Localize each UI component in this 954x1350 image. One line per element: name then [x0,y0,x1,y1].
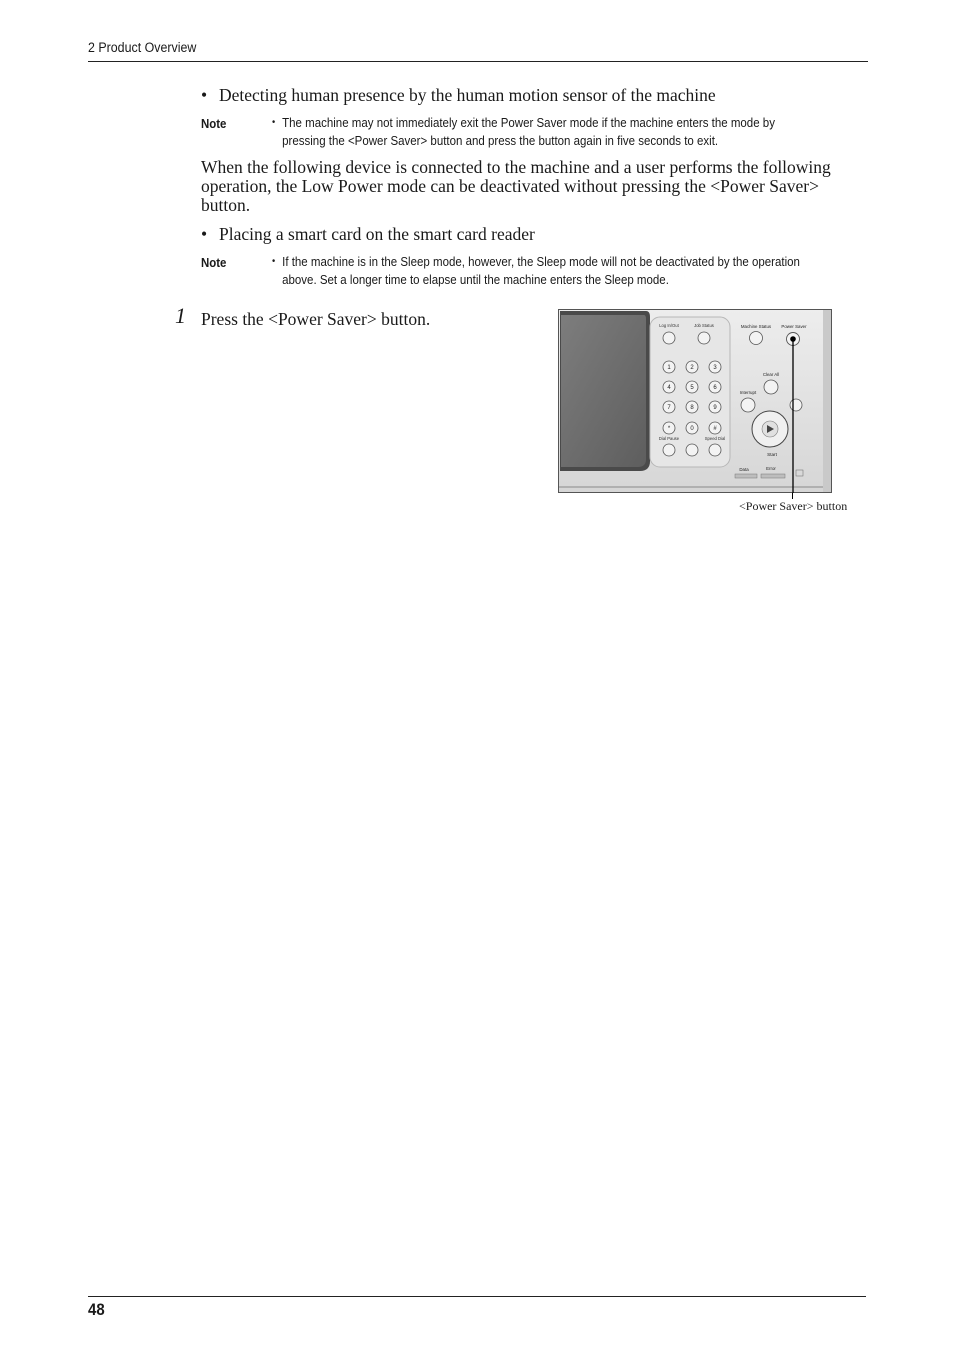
speed-dial-label: Speed Dial [704,436,726,441]
body-paragraph [201,158,871,215]
bullet-text: Placing a smart card on the smart card reader [219,224,535,244]
clear-all-label: Clear All [762,372,780,377]
data-label: Data [739,467,749,472]
log-in-out-label: Log In/Out [659,323,679,328]
note-line: If the machine is in the Sleep mode, however, the Sleep mode will not be deactivated by the operation [282,255,800,269]
machine-status-button[interactable] [750,332,763,345]
page-number: 48 [88,1300,105,1319]
speed-dial-button[interactable] [709,444,721,456]
key-label: 5 [690,385,694,391]
clear-all-button[interactable] [764,380,778,394]
interrupt-button[interactable] [741,398,755,412]
figure-callout: <Power Saver> button [739,499,848,513]
side-button[interactable] [790,399,802,411]
error-indicator [761,474,785,478]
job-status-label: Job Status [694,323,714,328]
key-label: * [667,426,671,432]
bullet-item-smart-card [201,225,821,245]
bullet-item-motion-sensor [201,86,821,106]
note-label: Note [201,116,227,131]
dial-pause-label: Dial Pause [658,436,680,441]
data-indicator [735,474,757,478]
key-label: 8 [690,405,694,411]
step-number: 1 [175,303,186,328]
note-bullet: • [272,117,276,128]
machine-status-label: Machine Status [740,324,772,329]
key-label: 0 [690,426,694,432]
note-line: above. Set a longer time to elapse until the machine enters the Sleep mode. [282,273,669,287]
note-line: The machine may not immediately exit the Power Saver mode if the machine enters the mode by [282,116,775,130]
note-body [272,253,861,291]
step-text: Press the <Power Saver> button. [201,309,431,329]
interrupt-label: Interrupt [739,390,757,395]
paragraph-line: When the following device is connected to the machine and a user performs the following [201,157,831,177]
header-rule [88,61,868,62]
key-label: 3 [713,365,717,371]
key-label: 7 [667,405,671,411]
footer-rule [88,1296,866,1297]
note-bullet: • [272,256,276,267]
paragraph-line: operation, the Low Power mode can be deactivated without pressing the <Power Saver> [201,176,819,196]
start-label: Start [767,452,777,457]
paragraph-line: button. [201,195,251,215]
power-saver-label: Power Saver [781,324,807,329]
main-power-indicator [796,470,803,476]
note-line: pressing the <Power Saver> button and press the button again in five seconds to exit. [282,134,719,148]
key-label: 1 [667,365,671,371]
bullet-marker: • [201,224,208,244]
note-label: Note [201,255,227,270]
bullet-text: Detecting human presence by the human motion sensor of the machine [219,85,716,105]
clear-key[interactable] [686,444,698,456]
callout-dot [790,336,796,342]
dial-pause-button[interactable] [663,444,675,456]
key-label: # [713,426,717,432]
control-panel-figure [558,309,832,493]
key-label: 4 [667,385,671,391]
error-label: Error [766,466,776,471]
running-header: 2 Product Overview [88,40,197,55]
note-body [272,114,861,152]
job-status-button[interactable] [698,332,710,344]
bullet-marker: • [201,85,208,105]
log-in-out-button[interactable] [663,332,675,344]
key-label: 2 [690,365,694,371]
control-panel-illustration [558,309,832,493]
key-label: 9 [713,405,717,411]
key-label: 6 [713,385,717,391]
